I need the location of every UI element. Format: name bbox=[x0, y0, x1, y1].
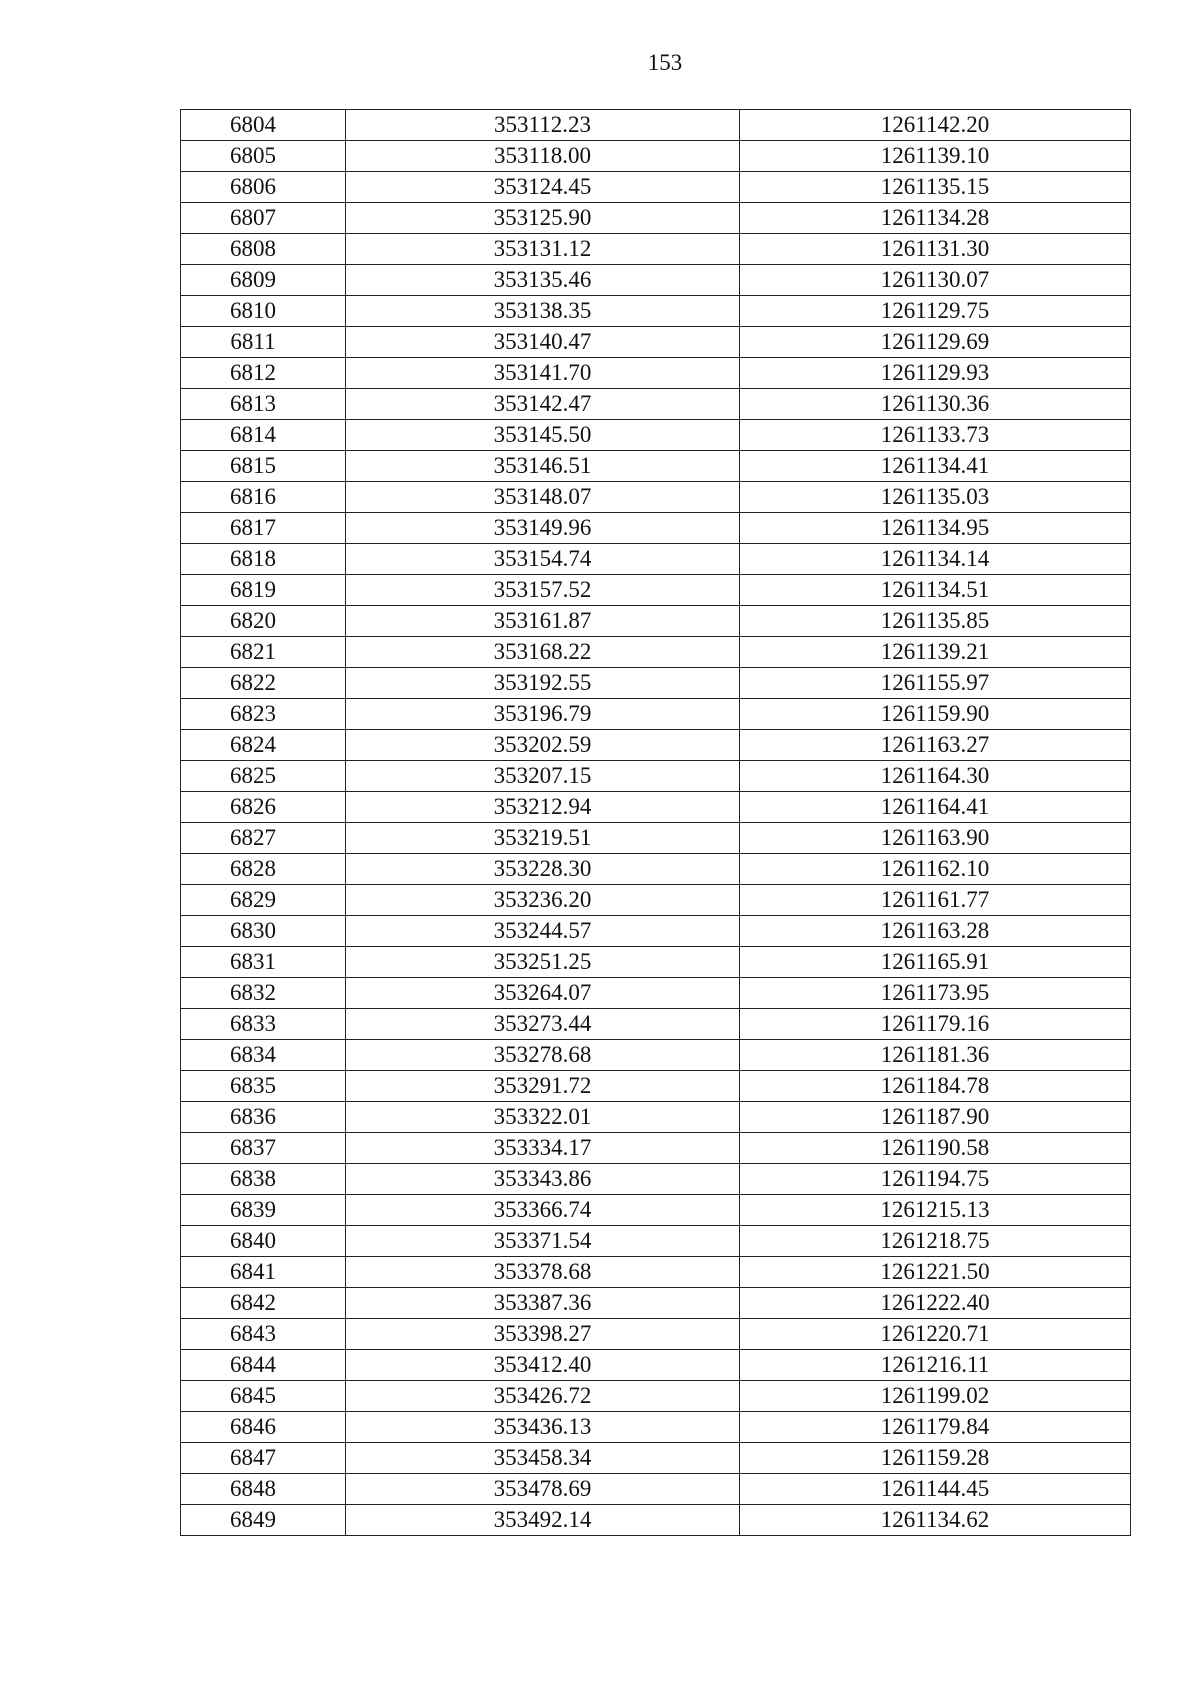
x-coordinate-cell: 353458.34 bbox=[346, 1443, 740, 1474]
table-row bbox=[181, 544, 1131, 575]
x-coordinate-cell: 353343.86 bbox=[346, 1164, 740, 1195]
x-coordinate-cell: 353251.25 bbox=[346, 947, 740, 978]
x-coordinate-cell: 353378.68 bbox=[346, 1257, 740, 1288]
point-id-cell: 6835 bbox=[181, 1071, 346, 1102]
table-row bbox=[181, 389, 1131, 420]
point-id-cell: 6836 bbox=[181, 1102, 346, 1133]
y-coordinate-cell: 1261130.36 bbox=[740, 389, 1131, 420]
x-coordinate-cell: 353148.07 bbox=[346, 482, 740, 513]
coordinates-table-body bbox=[181, 110, 1131, 1536]
table-row bbox=[181, 513, 1131, 544]
y-coordinate-cell: 1261134.51 bbox=[740, 575, 1131, 606]
table-row bbox=[181, 792, 1131, 823]
table-row bbox=[181, 1102, 1131, 1133]
point-id-cell: 6807 bbox=[181, 203, 346, 234]
x-coordinate-cell: 353196.79 bbox=[346, 699, 740, 730]
table-row bbox=[181, 358, 1131, 389]
table-row bbox=[181, 1288, 1131, 1319]
x-coordinate-cell: 353154.74 bbox=[346, 544, 740, 575]
table-row bbox=[181, 451, 1131, 482]
x-coordinate-cell: 353124.45 bbox=[346, 172, 740, 203]
point-id-cell: 6805 bbox=[181, 141, 346, 172]
y-coordinate-cell: 1261164.30 bbox=[740, 761, 1131, 792]
y-coordinate-cell: 1261155.97 bbox=[740, 668, 1131, 699]
table-row bbox=[181, 854, 1131, 885]
y-coordinate-cell: 1261135.85 bbox=[740, 606, 1131, 637]
x-coordinate-cell: 353112.23 bbox=[346, 110, 740, 141]
x-coordinate-cell: 353334.17 bbox=[346, 1133, 740, 1164]
y-coordinate-cell: 1261215.13 bbox=[740, 1195, 1131, 1226]
x-coordinate-cell: 353202.59 bbox=[346, 730, 740, 761]
point-id-cell: 6834 bbox=[181, 1040, 346, 1071]
x-coordinate-cell: 353228.30 bbox=[346, 854, 740, 885]
point-id-cell: 6812 bbox=[181, 358, 346, 389]
x-coordinate-cell: 353141.70 bbox=[346, 358, 740, 389]
y-coordinate-cell: 1261161.77 bbox=[740, 885, 1131, 916]
table-row bbox=[181, 637, 1131, 668]
table-row bbox=[181, 420, 1131, 451]
y-coordinate-cell: 1261134.14 bbox=[740, 544, 1131, 575]
table-row bbox=[181, 1133, 1131, 1164]
point-id-cell: 6831 bbox=[181, 947, 346, 978]
point-id-cell: 6847 bbox=[181, 1443, 346, 1474]
table-row bbox=[181, 1474, 1131, 1505]
point-id-cell: 6844 bbox=[181, 1350, 346, 1381]
y-coordinate-cell: 1261129.69 bbox=[740, 327, 1131, 358]
x-coordinate-cell: 353412.40 bbox=[346, 1350, 740, 1381]
point-id-cell: 6837 bbox=[181, 1133, 346, 1164]
x-coordinate-cell: 353273.44 bbox=[346, 1009, 740, 1040]
y-coordinate-cell: 1261133.73 bbox=[740, 420, 1131, 451]
table-row bbox=[181, 1195, 1131, 1226]
point-id-cell: 6827 bbox=[181, 823, 346, 854]
y-coordinate-cell: 1261134.28 bbox=[740, 203, 1131, 234]
y-coordinate-cell: 1261187.90 bbox=[740, 1102, 1131, 1133]
y-coordinate-cell: 1261134.95 bbox=[740, 513, 1131, 544]
y-coordinate-cell: 1261165.91 bbox=[740, 947, 1131, 978]
point-id-cell: 6810 bbox=[181, 296, 346, 327]
table-row bbox=[181, 1412, 1131, 1443]
table-row bbox=[181, 978, 1131, 1009]
y-coordinate-cell: 1261179.84 bbox=[740, 1412, 1131, 1443]
table-row bbox=[181, 668, 1131, 699]
point-id-cell: 6821 bbox=[181, 637, 346, 668]
point-id-cell: 6829 bbox=[181, 885, 346, 916]
point-id-cell: 6839 bbox=[181, 1195, 346, 1226]
table-row bbox=[181, 265, 1131, 296]
table-row bbox=[181, 203, 1131, 234]
point-id-cell: 6830 bbox=[181, 916, 346, 947]
table-row bbox=[181, 482, 1131, 513]
x-coordinate-cell: 353118.00 bbox=[346, 141, 740, 172]
y-coordinate-cell: 1261163.90 bbox=[740, 823, 1131, 854]
y-coordinate-cell: 1261130.07 bbox=[740, 265, 1131, 296]
x-coordinate-cell: 353478.69 bbox=[346, 1474, 740, 1505]
point-id-cell: 6817 bbox=[181, 513, 346, 544]
table-row bbox=[181, 916, 1131, 947]
x-coordinate-cell: 353219.51 bbox=[346, 823, 740, 854]
point-id-cell: 6843 bbox=[181, 1319, 346, 1350]
point-id-cell: 6840 bbox=[181, 1226, 346, 1257]
table-row bbox=[181, 885, 1131, 916]
y-coordinate-cell: 1261142.20 bbox=[740, 110, 1131, 141]
y-coordinate-cell: 1261221.50 bbox=[740, 1257, 1131, 1288]
point-id-cell: 6826 bbox=[181, 792, 346, 823]
table-row bbox=[181, 1505, 1131, 1536]
table-row bbox=[181, 296, 1131, 327]
y-coordinate-cell: 1261181.36 bbox=[740, 1040, 1131, 1071]
table-row bbox=[181, 575, 1131, 606]
point-id-cell: 6808 bbox=[181, 234, 346, 265]
table-row bbox=[181, 1226, 1131, 1257]
table-row bbox=[181, 172, 1131, 203]
y-coordinate-cell: 1261184.78 bbox=[740, 1071, 1131, 1102]
y-coordinate-cell: 1261216.11 bbox=[740, 1350, 1131, 1381]
y-coordinate-cell: 1261134.62 bbox=[740, 1505, 1131, 1536]
table-row bbox=[181, 1443, 1131, 1474]
point-id-cell: 6814 bbox=[181, 420, 346, 451]
table-row bbox=[181, 1319, 1131, 1350]
x-coordinate-cell: 353145.50 bbox=[346, 420, 740, 451]
table-row bbox=[181, 823, 1131, 854]
point-id-cell: 6845 bbox=[181, 1381, 346, 1412]
x-coordinate-cell: 353192.55 bbox=[346, 668, 740, 699]
y-coordinate-cell: 1261162.10 bbox=[740, 854, 1131, 885]
point-id-cell: 6818 bbox=[181, 544, 346, 575]
table-row bbox=[181, 1257, 1131, 1288]
table-row bbox=[181, 730, 1131, 761]
x-coordinate-cell: 353125.90 bbox=[346, 203, 740, 234]
table-row bbox=[181, 1071, 1131, 1102]
point-id-cell: 6832 bbox=[181, 978, 346, 1009]
point-id-cell: 6819 bbox=[181, 575, 346, 606]
y-coordinate-cell: 1261218.75 bbox=[740, 1226, 1131, 1257]
point-id-cell: 6804 bbox=[181, 110, 346, 141]
point-id-cell: 6806 bbox=[181, 172, 346, 203]
x-coordinate-cell: 353131.12 bbox=[346, 234, 740, 265]
point-id-cell: 6809 bbox=[181, 265, 346, 296]
y-coordinate-cell: 1261144.45 bbox=[740, 1474, 1131, 1505]
table-row bbox=[181, 761, 1131, 792]
x-coordinate-cell: 353212.94 bbox=[346, 792, 740, 823]
x-coordinate-cell: 353291.72 bbox=[346, 1071, 740, 1102]
x-coordinate-cell: 353366.74 bbox=[346, 1195, 740, 1226]
y-coordinate-cell: 1261179.16 bbox=[740, 1009, 1131, 1040]
table-row bbox=[181, 947, 1131, 978]
point-id-cell: 6813 bbox=[181, 389, 346, 420]
x-coordinate-cell: 353322.01 bbox=[346, 1102, 740, 1133]
x-coordinate-cell: 353264.07 bbox=[346, 978, 740, 1009]
x-coordinate-cell: 353149.96 bbox=[346, 513, 740, 544]
x-coordinate-cell: 353371.54 bbox=[346, 1226, 740, 1257]
y-coordinate-cell: 1261135.03 bbox=[740, 482, 1131, 513]
x-coordinate-cell: 353278.68 bbox=[346, 1040, 740, 1071]
y-coordinate-cell: 1261190.58 bbox=[740, 1133, 1131, 1164]
point-id-cell: 6849 bbox=[181, 1505, 346, 1536]
y-coordinate-cell: 1261173.95 bbox=[740, 978, 1131, 1009]
coordinates-table bbox=[180, 109, 1131, 1536]
y-coordinate-cell: 1261134.41 bbox=[740, 451, 1131, 482]
x-coordinate-cell: 353426.72 bbox=[346, 1381, 740, 1412]
y-coordinate-cell: 1261164.41 bbox=[740, 792, 1131, 823]
table-row bbox=[181, 141, 1131, 172]
x-coordinate-cell: 353146.51 bbox=[346, 451, 740, 482]
x-coordinate-cell: 353436.13 bbox=[346, 1412, 740, 1443]
table-row bbox=[181, 1350, 1131, 1381]
point-id-cell: 6833 bbox=[181, 1009, 346, 1040]
y-coordinate-cell: 1261222.40 bbox=[740, 1288, 1131, 1319]
point-id-cell: 6838 bbox=[181, 1164, 346, 1195]
table-row bbox=[181, 327, 1131, 358]
y-coordinate-cell: 1261159.90 bbox=[740, 699, 1131, 730]
page-number: 153 bbox=[647, 50, 683, 75]
point-id-cell: 6841 bbox=[181, 1257, 346, 1288]
point-id-cell: 6811 bbox=[181, 327, 346, 358]
y-coordinate-cell: 1261139.21 bbox=[740, 637, 1131, 668]
x-coordinate-cell: 353387.36 bbox=[346, 1288, 740, 1319]
x-coordinate-cell: 353398.27 bbox=[346, 1319, 740, 1350]
table-row bbox=[181, 1381, 1131, 1412]
point-id-cell: 6816 bbox=[181, 482, 346, 513]
y-coordinate-cell: 1261163.28 bbox=[740, 916, 1131, 947]
point-id-cell: 6842 bbox=[181, 1288, 346, 1319]
y-coordinate-cell: 1261129.75 bbox=[740, 296, 1131, 327]
y-coordinate-cell: 1261194.75 bbox=[740, 1164, 1131, 1195]
point-id-cell: 6815 bbox=[181, 451, 346, 482]
x-coordinate-cell: 353244.57 bbox=[346, 916, 740, 947]
x-coordinate-cell: 353161.87 bbox=[346, 606, 740, 637]
x-coordinate-cell: 353157.52 bbox=[346, 575, 740, 606]
point-id-cell: 6824 bbox=[181, 730, 346, 761]
y-coordinate-cell: 1261159.28 bbox=[740, 1443, 1131, 1474]
point-id-cell: 6823 bbox=[181, 699, 346, 730]
table-row bbox=[181, 110, 1131, 141]
y-coordinate-cell: 1261139.10 bbox=[740, 141, 1131, 172]
table-row bbox=[181, 699, 1131, 730]
point-id-cell: 6828 bbox=[181, 854, 346, 885]
x-coordinate-cell: 353207.15 bbox=[346, 761, 740, 792]
x-coordinate-cell: 353135.46 bbox=[346, 265, 740, 296]
point-id-cell: 6848 bbox=[181, 1474, 346, 1505]
table-row bbox=[181, 606, 1131, 637]
table-row bbox=[181, 1164, 1131, 1195]
table-row bbox=[181, 1009, 1131, 1040]
y-coordinate-cell: 1261220.71 bbox=[740, 1319, 1131, 1350]
point-id-cell: 6820 bbox=[181, 606, 346, 637]
y-coordinate-cell: 1261199.02 bbox=[740, 1381, 1131, 1412]
x-coordinate-cell: 353492.14 bbox=[346, 1505, 740, 1536]
x-coordinate-cell: 353236.20 bbox=[346, 885, 740, 916]
y-coordinate-cell: 1261131.30 bbox=[740, 234, 1131, 265]
y-coordinate-cell: 1261135.15 bbox=[740, 172, 1131, 203]
x-coordinate-cell: 353140.47 bbox=[346, 327, 740, 358]
x-coordinate-cell: 353138.35 bbox=[346, 296, 740, 327]
y-coordinate-cell: 1261163.27 bbox=[740, 730, 1131, 761]
point-id-cell: 6822 bbox=[181, 668, 346, 699]
x-coordinate-cell: 353142.47 bbox=[346, 389, 740, 420]
point-id-cell: 6846 bbox=[181, 1412, 346, 1443]
table-row bbox=[181, 1040, 1131, 1071]
y-coordinate-cell: 1261129.93 bbox=[740, 358, 1131, 389]
x-coordinate-cell: 353168.22 bbox=[346, 637, 740, 668]
table-row bbox=[181, 234, 1131, 265]
point-id-cell: 6825 bbox=[181, 761, 346, 792]
